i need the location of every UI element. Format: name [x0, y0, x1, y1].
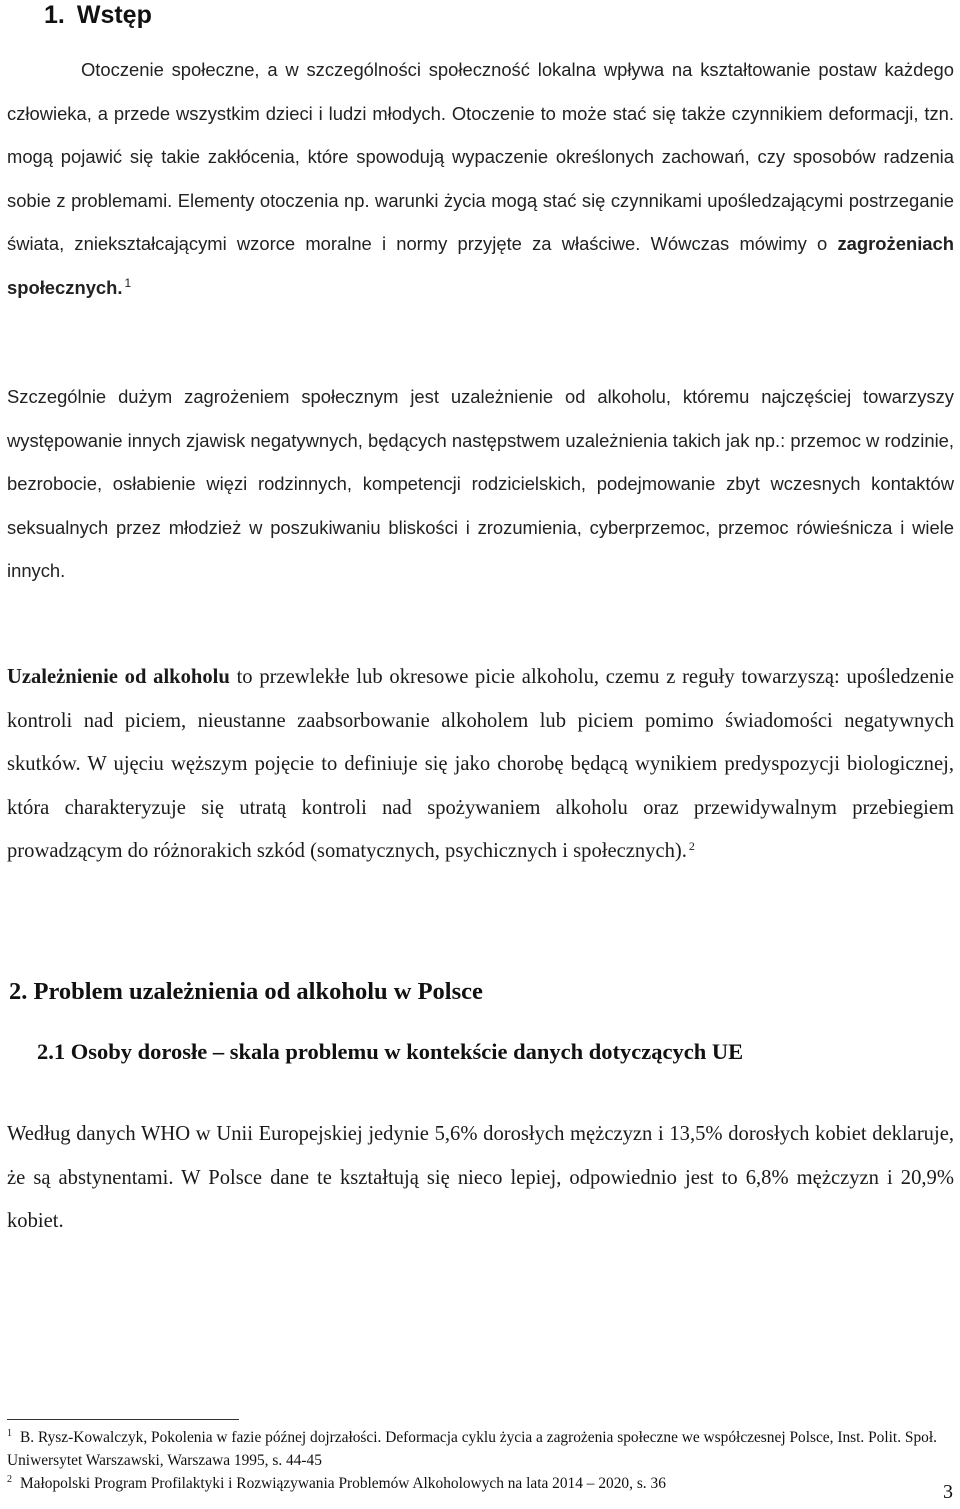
section-heading-1	[44, 0, 152, 30]
definition-text: to przewlekłe lub okresowe picie alkoholu, czemu z reguły towarzyszą: upośledzenie kontroli nad piciem, nieustanne zaabsorbowanie alkoholem lub piciem pomimo świadomości negatywnych skutków. W ujęciu węższym pojęcie to definiuje się jako chorobę będącą wynikiem predyspozycji biologicznej, która charakteryzuje się utratą kontroli nad spożywaniem alkoholu oraz przewidywalnym przebiegiem prowadzącym do różnorakich szkód (somatycznych, psychicznych i społecznych).	[7, 666, 954, 863]
footnote-text-1: B. Rysz-Kowalczyk, Pokolenia w fazie późnej dojrzałości. Deformacja cyklu życia a zagrożenia społeczne we współczesnej Polsce, Inst. Polit. Społ. Uniwersytet Warszawski, Warszawa 1995, s. 44-45	[7, 1429, 937, 1469]
intro-paragraph-text: Otoczenie społeczne, a w szczególności społeczność lokalna wpływa na kształtowanie postaw każdego człowieka, a przede wszystkim dzieci i ludzi młodych. Otoczenie to może stać się także czynnikiem deformacji, tzn. mogą pojawić się takie zakłócenia, które spowodują wypaczenie określonych zachowań, czy sposobów radzenia sobie z problemami. Elementy otoczenia np. warunki życia mogą stać się czynnikami upośledzającymi postrzeganie świata, zniekształcającymi wzorce moralne i normy przyjęte za właściwe. Wówczas mówimy o	[7, 59, 954, 255]
footnote-number-2: 2	[7, 1473, 12, 1485]
footnote-number-1: 1	[7, 1427, 12, 1439]
definition-paragraph	[7, 656, 954, 874]
section-title: Wstęp	[76, 1, 152, 29]
footnotes	[7, 1426, 957, 1495]
subsection-heading: 2.1 Osoby dorosłe – skala problemu w kontekście danych dotyczących UE	[37, 1039, 744, 1064]
threat-paragraph: Szczególnie dużym zagrożeniem społecznym jest uzależnienie od alkoholu, któremu najczęściej towarzyszy występowanie innych zjawisk negatywnych, będących następstwem uzależnienia takich jak np.: przemoc w rodzinie, bezrobocie, osłabienie więzi rodzinnych, kompetencji rodzicielskich, podejmowanie zbyt wczesnych kontaktów seksualnych przez młodzież w poszukiwaniu bliskości i zrozumienia, cyberprzemoc, przemoc rówieśnicza i wiele innych.	[7, 386, 954, 582]
who-statistics-paragraph: Według danych WHO w Unii Europejskiej jedynie 5,6% dorosłych mężczyzn i 13,5% dorosłych kobiet deklaruje, że są abstynentami. W Polsce dane te kształtują się nieco lepiej, odpowiednio jest to 6,8% mężczyzn i 20,9% kobiet.	[7, 1123, 954, 1233]
footnote-separator	[7, 1419, 239, 1420]
section-number: 1.	[44, 1, 65, 29]
page-number: 3	[943, 1481, 953, 1503]
footnote-text-2: Małopolski Program Profilaktyki i Rozwiązywania Problemów Alkoholowych na lata 2014 – 2020, s. 36	[20, 1475, 666, 1492]
intro-paragraph	[7, 48, 954, 310]
section-heading-2: 2. Problem uzależnienia od alkoholu w Polsce	[9, 978, 483, 1005]
intro-paragraph-bold: zagrożeniach społecznych.	[7, 233, 954, 298]
footnote-2	[7, 1472, 957, 1495]
definition-term: Uzależnienie od alkoholu	[7, 666, 230, 688]
footnote-1	[7, 1426, 957, 1472]
footnote-reference-2[interactable]: 2	[688, 838, 695, 853]
footnote-reference-1[interactable]: 1	[124, 275, 132, 290]
